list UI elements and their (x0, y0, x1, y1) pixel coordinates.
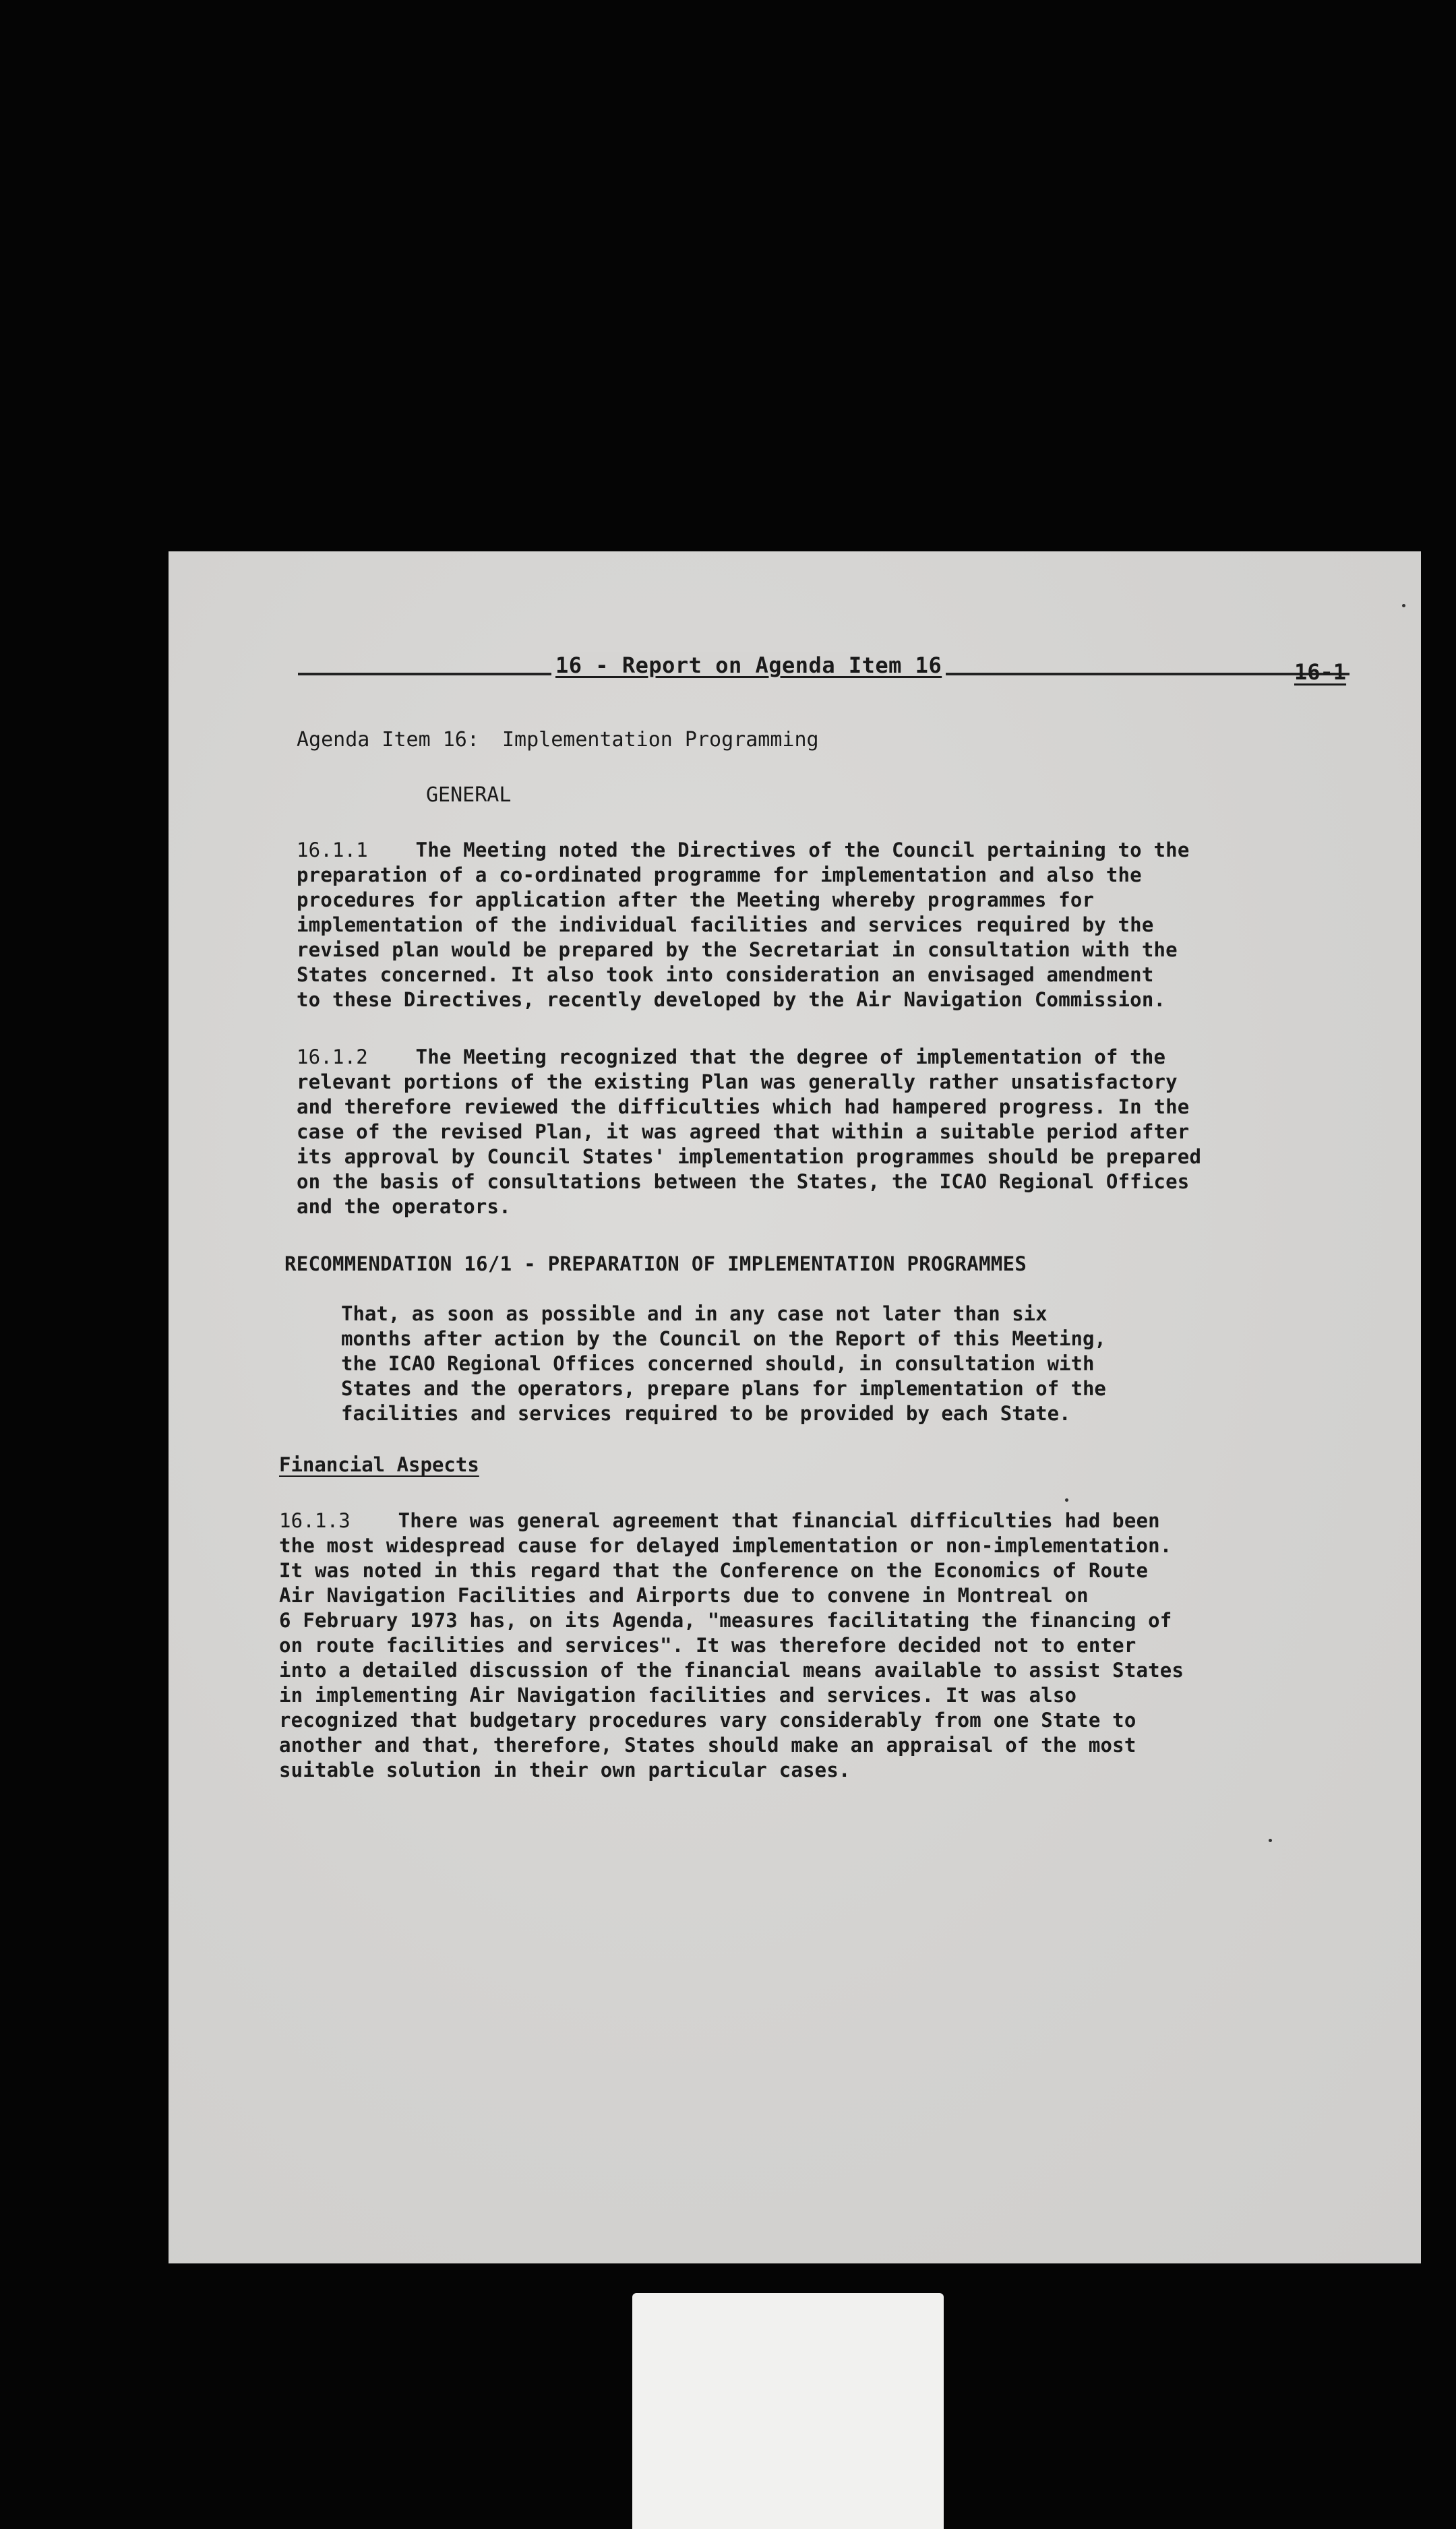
paragraph-text: There was general agreement that financial difficulties had been the most widespread cause for delayed implementation or non-implementation. It was noted in this regard that the Conference on the Economics of Route Air Navigation Facilities and Airports due to convene in Montreal on 6 February 1973 has, on its Agenda, "measures facilitating the financing of on route facilities and services". It was therefore decided not to enter into a detailed discussion of the financial means available to assist States in implementing Air Navigation facilities and services. It was also recognized that budgetary procedures vary considerably from one State to another and that, therefore, States should make an appraisal of the most suitable solution in their own particular cases. (279, 1509, 1184, 1781)
paragraph-number: 16.1.2 (297, 1045, 368, 1068)
paragraph-16-1-3 (279, 1509, 1391, 1783)
agenda-item-heading (297, 728, 819, 752)
paragraph-text: The Meeting noted the Directives of the Council pertaining to the preparation of a co-ordinated programme for implementation and also the procedures for application after the Meeting whereby programmes for implementation of the individual facilities and services required by the revised plan would be prepared by the Secretariat in consultation with the States concerned. It also took into consideration an envisaged amendment to these Directives, recently developed by the Air Navigation Commission. (297, 839, 1190, 1011)
scan-speck (1269, 1839, 1272, 1842)
scan-speck (1065, 1498, 1068, 1502)
section-heading-general: GENERAL (426, 783, 512, 807)
recommendation-heading: RECOMMENDATION 16/1 - PREPARATION OF IMPLEMENTATION PROGRAMMES (284, 1252, 1027, 1275)
agenda-item-title: Implementation Programming (502, 728, 819, 752)
scan-speck (1402, 604, 1405, 607)
paragraph-16-1-2 (297, 1045, 1375, 1219)
page-number: 16-1 (1294, 659, 1347, 685)
subsection-heading-financial: Financial Aspects (279, 1453, 479, 1476)
recommendation-text: That, as soon as possible and in any case not later than six months after action by the Council on the Report of this Meeting, the ICAO Regional Offices concerned should, in consultation with States and the operators, prepare plans for implementation of the facilities and services required to be provided by each State. (341, 1302, 1106, 1425)
document-page (169, 551, 1421, 2263)
paragraph-text: The Meeting recognized that the degree of implementation of the relevant portions of the existing Plan was generally rather unsatisfactory and therefore reviewed the difficulties which had hampered progress. In the case of the revised Plan, it was agreed that within a suitable period after its approval by Council States' implementation programmes should be prepared on the basis of consultations between the States, the ICAO Regional Offices and the operators. (297, 1045, 1202, 1218)
paragraph-16-1-1 (297, 838, 1375, 1012)
paragraph-number: 16.1.3 (279, 1509, 351, 1532)
blank-card-insert (632, 2293, 944, 2529)
paragraph-number: 16.1.1 (297, 839, 368, 861)
running-header-title: 16 - Report on Agenda Item 16 (551, 652, 946, 678)
agenda-item-label: Agenda Item 16: (297, 728, 479, 752)
